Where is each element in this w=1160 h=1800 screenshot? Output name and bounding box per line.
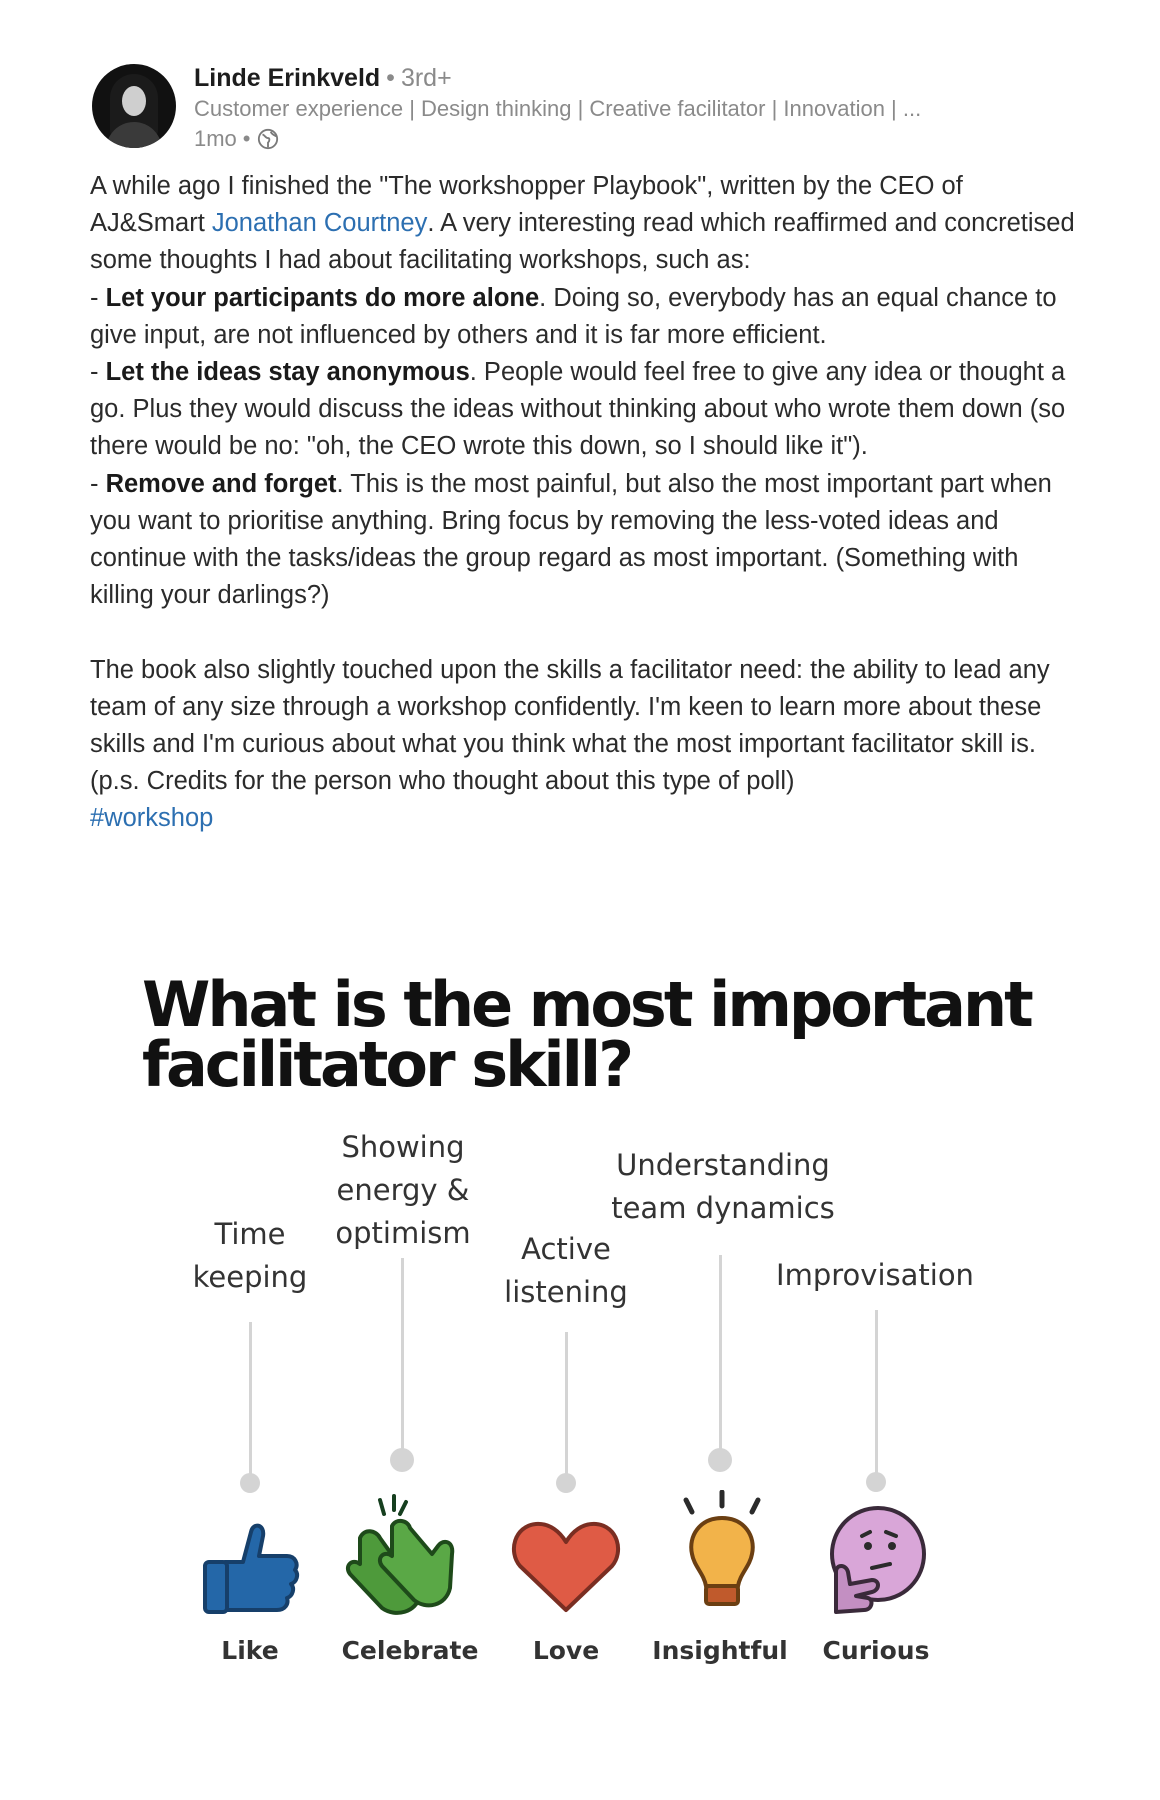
- bullet-2: - Let the ideas stay anonymous. People would feel free to give any idea or thought a go. Plus they would discuss the ideas without thinking about who wrote them down (so there would be no: "oh, the CEO wrote this down, so I should like it").: [90, 358, 1066, 461]
- author-meta: [194, 62, 921, 154]
- skills-paragraph: The book also slightly touched upon the skills a facilitator need: the ability to lead any team of any size through a workshop confidently. I'm keen to learn more about these skills and I'm curious about what you think what the most important facilitator skill is.: [90, 655, 1050, 759]
- avatar[interactable]: [92, 64, 176, 148]
- option-label-time-keeping: Time keeping: [192, 1217, 308, 1294]
- post-time[interactable]: 1mo: [194, 126, 237, 151]
- post-text: [90, 168, 1080, 838]
- option-connector-dot: [240, 1473, 260, 1493]
- reaction-label-insightful: Insightful: [652, 1636, 788, 1665]
- mention-link[interactable]: Jonathan Courtney: [211, 209, 428, 238]
- option-connector: [875, 1310, 878, 1478]
- option-label-showing-energy: Showing energy & optimism: [335, 1130, 471, 1250]
- reaction-label-love: Love: [532, 1636, 600, 1665]
- lightbulb-icon: [670, 1490, 774, 1620]
- intro-paragraph: A while ago I finished the "The workshopper Playbook", written by the CEO of AJ&Smart Jonathan Courtney. A very interesting read which reaffirmed and concretised some thoughts I had about facilitating workshops, such as:: [90, 172, 1075, 275]
- thinking-face-icon: [822, 1502, 928, 1618]
- post-header: [92, 62, 1092, 162]
- reaction-label-like: Like: [221, 1636, 279, 1665]
- connection-degree: 3rd+: [400, 64, 452, 92]
- thumbs-up-icon: [195, 1510, 305, 1620]
- author-headline: Customer experience | Design thinking | Creative facilitator | Innovation | ...: [194, 96, 922, 121]
- option-connector: [719, 1255, 722, 1457]
- heart-icon: [508, 1518, 624, 1618]
- name-separator: •: [386, 64, 395, 92]
- clapping-hands-icon: [340, 1488, 475, 1623]
- option-connector: [249, 1322, 252, 1478]
- bullet-1: - Let your participants do more alone. Doing so, everybody has an equal chance to give input, are not influenced by others and it is far more efficient.: [90, 283, 1057, 349]
- option-connector: [401, 1258, 404, 1456]
- option-label-improvisation: Improvisation: [776, 1258, 974, 1292]
- bullet-3: - Remove and forget. This is the most painful, but also the most important part when you want to prioritise anything. Bring focus by removing the less-voted ideas and continue with the tasks/ideas the group regard as most important. (Something with killing your darlings?): [90, 469, 1052, 610]
- option-connector-dot: [708, 1448, 732, 1472]
- reaction-label-curious: Curious: [822, 1636, 930, 1665]
- credits-paragraph: (p.s. Credits for the person who thought about this type of poll): [90, 767, 795, 796]
- option-connector-dot: [556, 1473, 576, 1493]
- option-label-active-listening: Active listening: [504, 1232, 628, 1309]
- poll-title: What is the most important facilitator skill?: [142, 968, 1031, 1101]
- hashtag-link[interactable]: #workshop: [90, 804, 214, 833]
- globe-icon: [257, 128, 279, 150]
- reaction-label-celebrate: Celebrate: [341, 1636, 479, 1665]
- option-label-team-dynamics: Understanding team dynamics: [611, 1148, 835, 1225]
- option-connector: [565, 1332, 568, 1478]
- author-name[interactable]: Linde Erinkveld: [194, 64, 381, 92]
- option-connector-dot: [390, 1448, 414, 1472]
- time-separator: •: [242, 126, 251, 151]
- option-connector-dot: [866, 1472, 886, 1492]
